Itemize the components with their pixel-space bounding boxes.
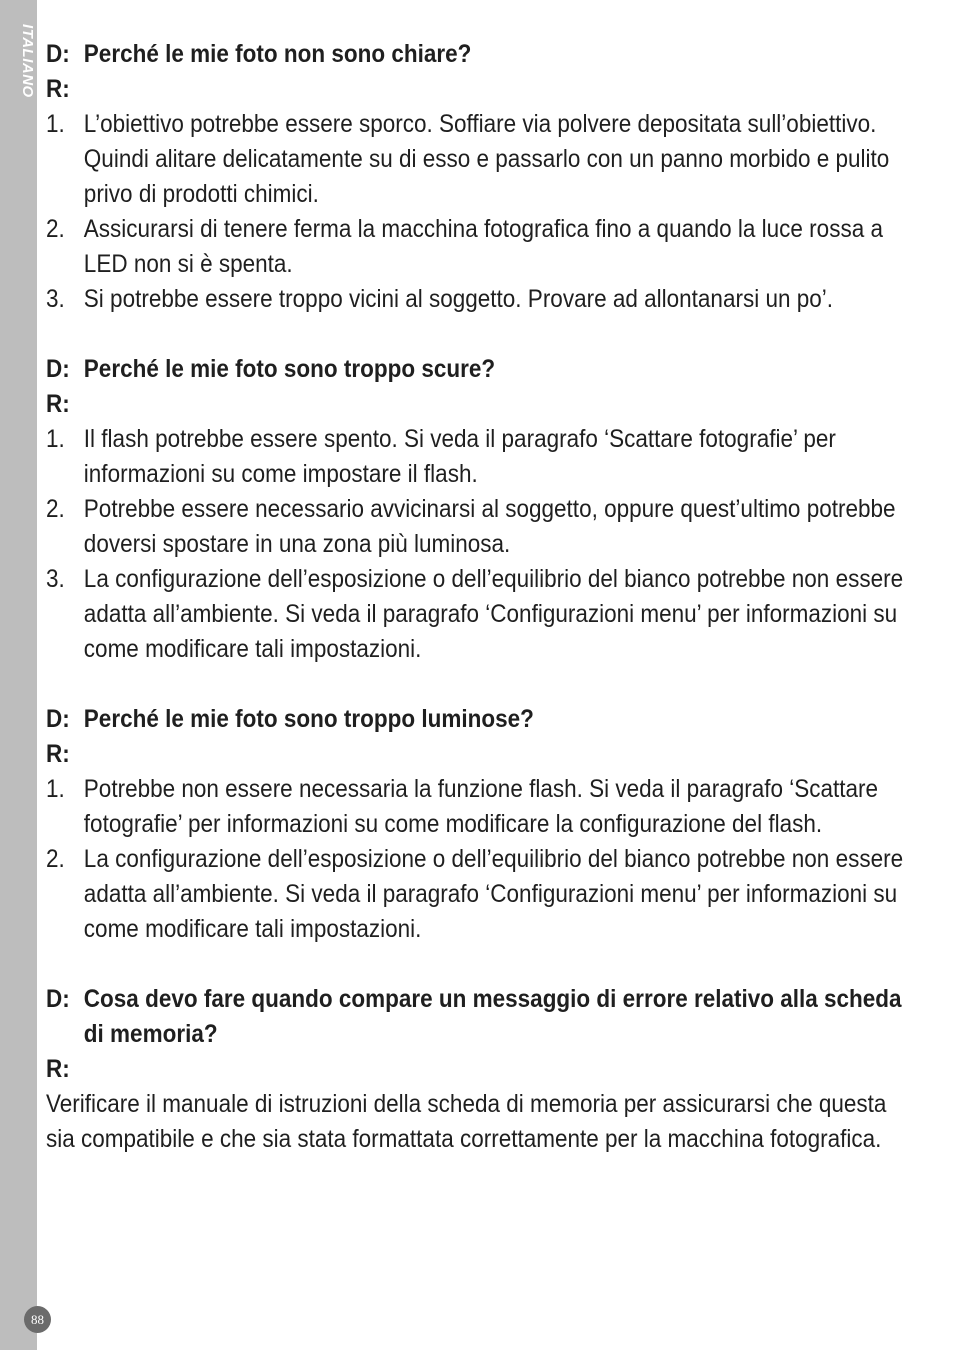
question-text: Perché le mie foto sono troppo luminose? bbox=[83, 705, 534, 733]
list-number: 1. bbox=[46, 110, 65, 138]
list-text: Potrebbe non essere necessaria la funzione flash. Si veda il paragrafo ‘Scattare fotografie’ per informazioni su come modificare la configurazione del flash. bbox=[83, 775, 879, 838]
answer-marker-row bbox=[46, 737, 915, 772]
answer-marker-row bbox=[46, 1052, 915, 1087]
answer-marker: R: bbox=[46, 740, 70, 768]
answer-marker-row bbox=[46, 72, 915, 107]
page-number-badge: 88 bbox=[24, 1306, 51, 1333]
answer-marker: R: bbox=[46, 390, 70, 418]
section-gap bbox=[46, 667, 915, 702]
question-marker: D: bbox=[46, 705, 70, 733]
list-item bbox=[46, 422, 915, 492]
section-gap bbox=[46, 947, 915, 982]
answer-paragraph: Verificare il manuale di istruzioni della scheda di memoria per assicurarsi che questa sia compatibile e che sia stata formattata correttamente per la macchina fotografica. bbox=[46, 1090, 887, 1153]
list-number: 1. bbox=[46, 775, 65, 803]
answer-marker: R: bbox=[46, 75, 70, 103]
question-marker: D: bbox=[46, 355, 70, 383]
list-text: L’obiettivo potrebbe essere sporco. Soffiare via polvere depositata sull’obiettivo. Quindi alitare delicatamente su di esso e passarlo con un panno morbido e pulito privo di prodotti chimici. bbox=[83, 110, 890, 208]
question-marker: D: bbox=[46, 985, 70, 1013]
list-number: 3. bbox=[46, 285, 65, 313]
side-strip bbox=[0, 0, 37, 1350]
list-item bbox=[46, 842, 915, 947]
list-item bbox=[46, 212, 915, 282]
question-row bbox=[46, 982, 915, 1052]
question-row bbox=[46, 37, 915, 72]
answer-marker: R: bbox=[46, 1055, 70, 1083]
question-row bbox=[46, 702, 915, 737]
list-number: 1. bbox=[46, 425, 65, 453]
question-row bbox=[46, 352, 915, 387]
list-number: 3. bbox=[46, 565, 65, 593]
list-number: 2. bbox=[46, 845, 65, 873]
list-item bbox=[46, 492, 915, 562]
list-item bbox=[46, 107, 915, 212]
list-item bbox=[46, 562, 915, 667]
list-text: Il flash potrebbe essere spento. Si veda il paragrafo ‘Scattare fotografie’ per informazioni su come impostare il flash. bbox=[83, 425, 836, 488]
faq-content bbox=[46, 37, 915, 1157]
list-number: 2. bbox=[46, 215, 65, 243]
list-item bbox=[46, 772, 915, 842]
list-number: 2. bbox=[46, 495, 65, 523]
list-text: Assicurarsi di tenere ferma la macchina fotografica fino a quando la luce rossa a LED non si è spenta. bbox=[83, 215, 883, 278]
section-gap bbox=[46, 317, 915, 352]
list-text: Potrebbe essere necessario avvicinarsi al soggetto, oppure quest’ultimo potrebbe doversi spostare in una zona più luminosa. bbox=[83, 495, 896, 558]
answer-paragraph-row bbox=[46, 1087, 915, 1157]
question-marker: D: bbox=[46, 40, 70, 68]
list-text: Si potrebbe essere troppo vicini al soggetto. Provare ad allontanarsi un po’. bbox=[83, 285, 834, 313]
list-item bbox=[46, 282, 915, 317]
question-text: Perché le mie foto sono troppo scure? bbox=[83, 355, 496, 383]
question-text: Cosa devo fare quando compare un messaggio di errore relativo alla scheda di memoria? bbox=[83, 985, 902, 1048]
question-text: Perché le mie foto non sono chiare? bbox=[83, 40, 472, 68]
list-text: La configurazione dell’esposizione o dell’equilibrio del bianco potrebbe non essere adatta all’ambiente. Si veda il paragrafo ‘Configurazioni menu’ per informazioni su come modificare tali impostazioni. bbox=[83, 565, 904, 663]
language-label: ITALIANO bbox=[19, 24, 36, 98]
answer-marker-row bbox=[46, 387, 915, 422]
list-text: La configurazione dell’esposizione o dell’equilibrio del bianco potrebbe non essere adatta all’ambiente. Si veda il paragrafo ‘Configurazioni menu’ per informazioni su come modificare tali impostazioni. bbox=[83, 845, 904, 943]
